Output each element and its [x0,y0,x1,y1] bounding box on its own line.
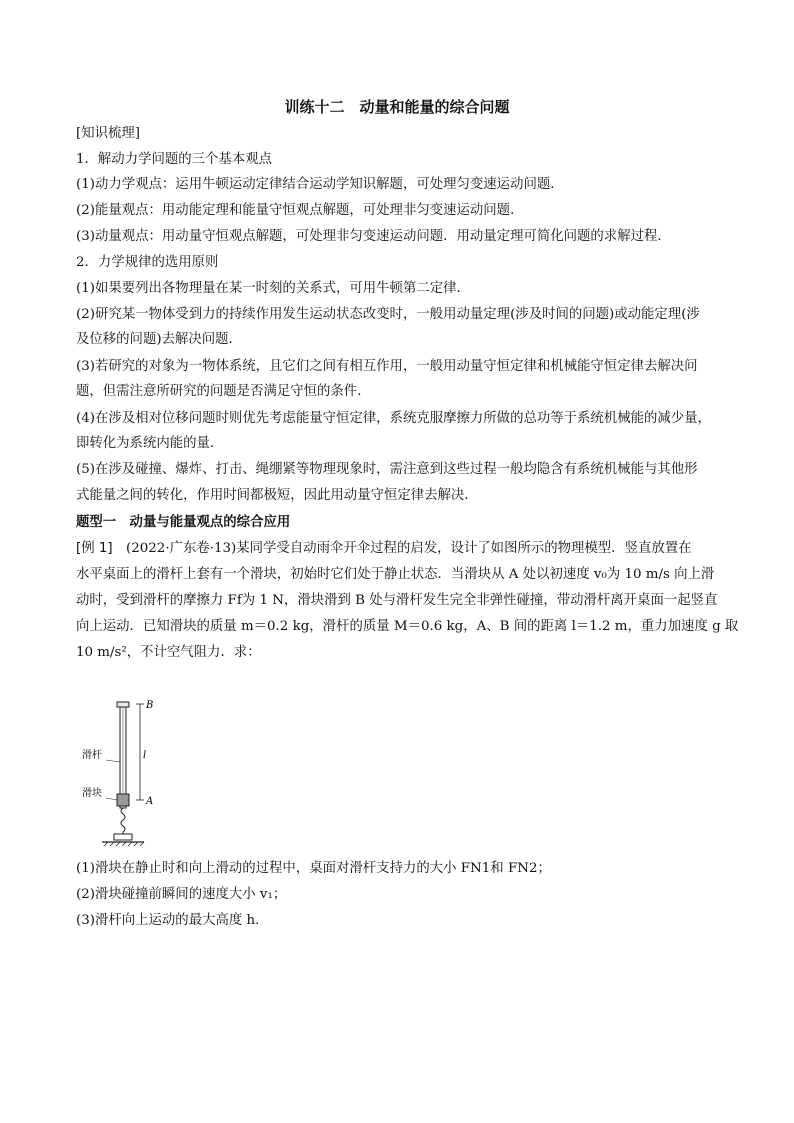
label-rod: 滑杆 [82,750,102,761]
example-line [76,540,692,558]
example-line: 动时，受到滑杆的摩擦力 Ff为 1 N，滑块滑到 B 处与滑杆发生完全非弹性碰撞，带动滑杆离开桌面一起竖直 [76,593,718,608]
rod-cap [117,702,129,707]
paragraph: (1)动力学观点：运用牛顿运动定律结合运动学知识解题，可处理匀变速运动问题． [76,177,564,192]
rod-block-figure [82,696,176,846]
paragraph: 题，但需注意所研究的问题是否满足守恒的条件． [76,384,371,399]
label-block: 滑块 [82,788,102,799]
label-b: B [146,700,154,711]
paragraph: 即转化为系统内能的量． [76,436,224,451]
block [117,794,129,806]
paragraph: (5)在涉及碰撞、爆炸、打击、绳绷紧等物理现象时，需注意到这些过程一般均隐含有系统机械能与其他形 [76,462,698,477]
paragraph: (3)动量观点：用动量守恒观点解题，可处理非匀变速运动问题．用动量定理可简化问题的求解过程． [76,229,671,244]
base-plate [114,834,132,840]
example-text: (2022·广东卷·13)某同学受自动雨伞开伞过程的启发，设计了如图所示的物理模型．竖直放置在 [112,541,692,556]
heading-2: 2．力学规律的选用原则 [76,255,219,270]
page-title: 训练十二 动量和能量的综合问题 [284,98,510,116]
heading-1: 1．解动力学问题的三个基本观点 [76,152,272,167]
section-tag: [知识梳理] [76,126,141,141]
example-line: 10 m/s²，不计空气阻力．求： [76,645,261,660]
paragraph: 式能量之间的转化，作用时间都极短，因此用动量守恒定律去解决． [76,488,478,503]
paragraph: (1)如果要列出各物理量在某一时刻的关系式，可用牛顿第二定律． [76,281,470,296]
question: (2)滑块碰撞前瞬间的速度大小 v₁； [76,887,287,902]
label-l: l [143,750,147,761]
paragraph: (4)在涉及相对位移问题时则优先考虑能量守恒定律，系统克服摩擦力所做的总功等于系统机械能的减少量， [76,411,711,426]
problem-type-heading: 题型一 动量与能量观点的综合应用 [76,515,291,530]
spring [121,808,125,834]
paragraph: (3)若研究的对象为一物体系统，且它们之间有相互作用，一般用动量守恒定律和机械能守恒定律去解决问 [76,359,698,374]
label-a: A [146,796,154,807]
question: (3)滑杆向上运动的最大高度 h. [76,913,260,928]
paragraph: 及位移的问题)去解决问题． [76,332,242,347]
example-tag: [例 1] [76,541,113,556]
example-line: 向上运动．已知滑块的质量 m＝0.2 kg，滑杆的质量 M＝0.6 kg，A、B 间的距离 l＝1.2 m，重力加速度 g 取 [76,619,739,634]
paragraph: (2)能量观点：用动能定理和能量守恒观点解题，可处理非匀变速运动问题． [76,203,524,218]
question: (1)滑块在静止时和向上滑动的过程中，桌面对滑杆支持力的大小 FN1和 FN2； [76,861,551,876]
paragraph: (2)研究某一物体受到力的持续作用发生运动状态改变时，一般用动量定理(涉及时间的问题)或动能定理(涉 [76,307,700,322]
example-line: 水平桌面上的滑杆上套有一个滑块，初始时它们处于静止状态．当滑块从 A 处以初速度 v₀为 10 m/s 向上滑 [76,567,715,582]
